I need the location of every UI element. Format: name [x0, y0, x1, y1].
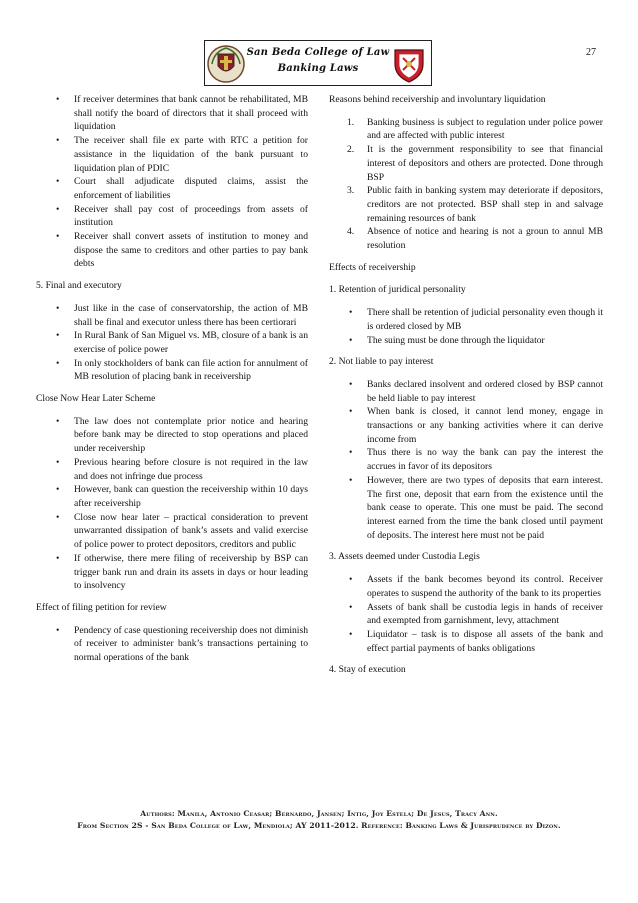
list-item: • In Rural Bank of San Miguel vs. MB, closure of a bank is an exercise of police power [56, 330, 308, 355]
bullet-icon: • [56, 135, 60, 147]
bullet-icon: • [56, 302, 60, 314]
bullet-icon: • [349, 334, 353, 346]
section-heading: Reasons behind receivership and involuntary liquidation [329, 94, 546, 105]
section-heading: 2. Not liable to pay interest [329, 356, 434, 368]
bullet-icon: • [349, 601, 353, 613]
left-column [36, 93, 308, 673]
list-item: • If otherwise, there mere filing of receivership by BSP can trigger bank run and drain its assets in days or hour leading to insolvency [56, 552, 308, 592]
list-item: • There shall be retention of judicial personality even though it is ordered closed by MB [349, 307, 603, 332]
list-item: • Just like in the case of conservatorship, the action of MB shall be final and executor unless there has been certiorari [56, 302, 308, 328]
bullet-icon: • [56, 94, 60, 105]
bullet-list [36, 93, 308, 271]
list-number: 4. [347, 226, 355, 238]
list-item: • The suing must be done through the liquidator [349, 334, 545, 346]
list-item: • Previous hearing before closure is not required in the law and does not infringe due process [56, 456, 308, 482]
bullet-icon: • [349, 628, 353, 640]
bullet-icon: • [56, 415, 60, 427]
bullet-list [329, 573, 603, 655]
header-title: San Beda College of Law [246, 47, 390, 58]
page-number: 27 [586, 47, 596, 58]
bullet-icon: • [56, 203, 60, 215]
list-number: 3. [347, 185, 355, 197]
list-item: • Thus there is no way the bank can pay the interest the accrues in favor of its depositors [349, 447, 603, 473]
section-heading: 3. Assets deemed under Custodia Legis [329, 551, 480, 563]
bullet-icon: • [56, 176, 60, 188]
bullet-icon: • [56, 552, 60, 564]
bullet-icon: • [349, 574, 353, 586]
list-item: • However, there are two types of deposits that earn interest. The first one, deposit that earn from the existence until the bank cease to operate. This one must be paid. The second interest earned from the time the bank closed until payment of deposits. The interest here must not be paid [349, 474, 603, 541]
section-heading: 5. Final and executory [36, 280, 122, 292]
list-item: • Receiver shall pay cost of proceedings from assets of institution [56, 203, 308, 229]
law-shield-icon [389, 44, 429, 84]
list-item: • Close now hear later – practical consideration to prevent unwarranted dissipation of bank’s assets and valid exercise of police power to protect depositors, creditors and public [56, 511, 308, 551]
list-item: • Assets if the bank becomes beyond its control. Receiver operates to suspend the authority of the bank to its properties [349, 574, 603, 599]
bullet-list [36, 624, 308, 665]
bullet-icon: • [56, 624, 60, 636]
list-item: • The receiver shall file ex parte with RTC a petition for assistance in the liquidation of the bank pursuant to liquidation plan of PDIC [56, 135, 308, 174]
list-item: • Pendency of case questioning receivership does not diminish of receiver to administer bank’s transactions pertaining to normal operations of the bank [56, 624, 308, 664]
bullet-list [36, 415, 308, 593]
list-item: • In only stockholders of bank can file action for annulment of MB resolution of placing bank in receivership [56, 357, 308, 383]
section-heading: 1. Retention of juridical personality [329, 284, 466, 296]
bullet-icon: • [56, 484, 60, 496]
list-number: 1. [347, 116, 355, 128]
list-item: • Court shall adjudicate disputed claims, assist the enforcement of liabilities [56, 176, 308, 201]
right-column [329, 93, 603, 686]
bullet-icon: • [349, 406, 353, 418]
list-item: • The law does not contemplate prior notice and hearing before bank may be directed to stop operations and placed under receivership [56, 415, 308, 455]
list-item: 2. It is the government responsibility to see that financial interest of depositors and others are protected. Done through BSP [347, 144, 603, 183]
footer-reference: From Section 2S - San Beda College of Law, Mendiola; AY 2011-2012. Reference: Banking Laws & Jurisprudence by Dizon. [77, 821, 561, 830]
section-heading: Effect of filing petition for review [36, 601, 167, 613]
bullet-icon: • [56, 456, 60, 468]
list-item: • Receiver shall convert assets of institution to money and dispose the same to creditors and other parties to pay bank debts [56, 231, 308, 270]
list-item: • Assets of bank shall be custodia legis in hands of receiver and exempted from garnishment, levy, attachment [349, 601, 603, 627]
bullet-list [329, 378, 603, 542]
header-subtitle: Banking Laws [277, 63, 359, 74]
list-number: 2. [347, 144, 355, 156]
list-item: 1. Banking business is subject to regulation under police power and are affected with public interest [347, 116, 603, 142]
bullet-icon: • [56, 231, 60, 243]
bullet-list [36, 302, 308, 384]
list-item: 4. Absence of notice and hearing is not a groun to annul MB resolution [347, 226, 603, 252]
bullet-icon: • [349, 474, 353, 486]
section-heading: Effects of receivership [329, 261, 416, 273]
footer-authors: Authors: Manila, Antonio Ceasar; Bernardo, Jansen; Intig, Joy Estela; De Jesus, Tracy Ann. [140, 809, 498, 818]
list-item: • Banks declared insolvent and ordered closed by BSP cannot be held liable to pay interest [349, 378, 603, 404]
bullet-icon: • [56, 330, 60, 342]
list-item: • Liquidator – task is to dispose all assets of the bank and effect partial payments of banks obligations [349, 628, 603, 654]
list-item: 3. Public faith in banking system may deteriorate if depositors, creditors are not protected. BSP shall step in and salvage remaining resources of bank [347, 185, 603, 224]
section-heading: Close Now Hear Later Scheme [36, 393, 156, 405]
bullet-icon: • [349, 378, 353, 390]
list-item: • When bank is closed, it cannot lend money, engage in transactions or any banking activities where it can derive income from [349, 406, 603, 445]
bullet-icon: • [56, 511, 60, 523]
section-heading: 4. Stay of execution [329, 664, 406, 676]
list-item: • However, bank can question the receivership within 10 days after receivership [56, 484, 308, 509]
numbered-list [329, 116, 603, 253]
bullet-list [329, 306, 603, 347]
bullet-icon: • [349, 447, 353, 459]
bullet-icon: • [349, 307, 353, 319]
college-seal-icon [206, 44, 246, 84]
list-item: • If receiver determines that bank cannot be rehabilitated, MB shall notify the board of directors that it shall proceed with liquidation [56, 94, 308, 133]
bullet-icon: • [56, 357, 60, 369]
